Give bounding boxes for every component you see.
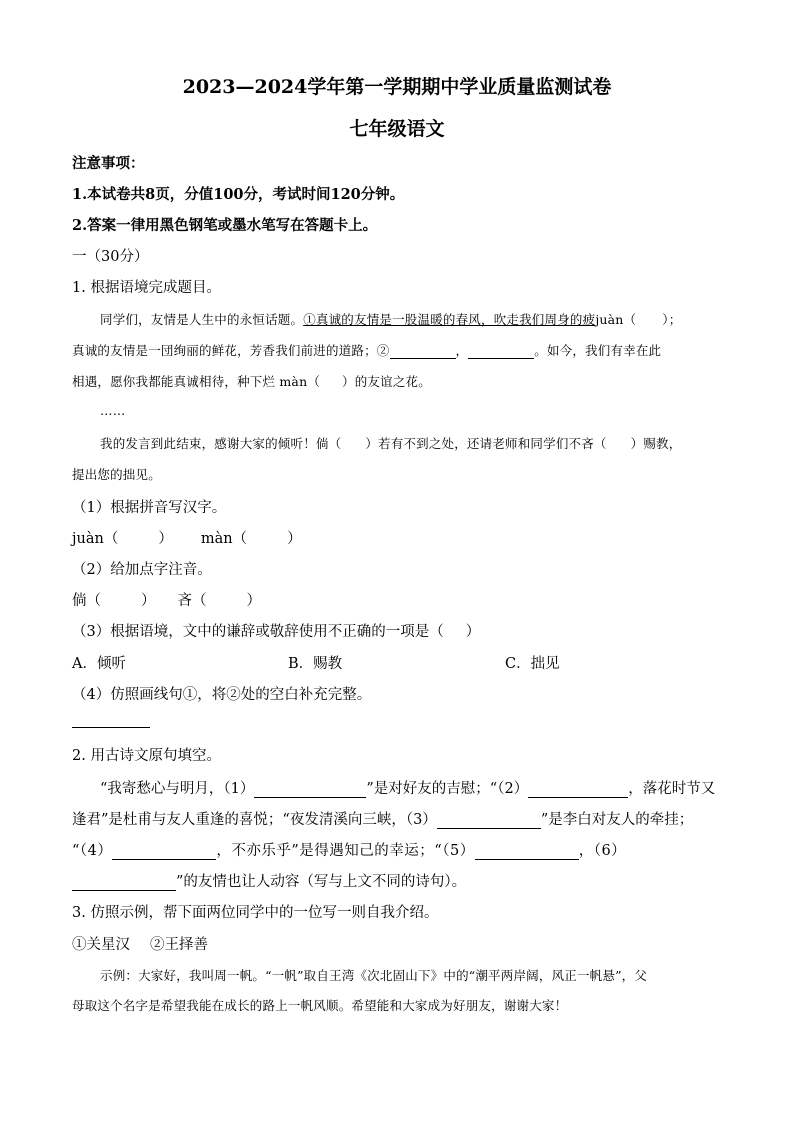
passage-text: ）赐教， (630, 436, 682, 451)
paren-close: ） (158, 531, 173, 547)
fill-text: “我寄愁心与明月，（1） (100, 781, 255, 797)
pinyin-label: màn（ (200, 531, 248, 547)
fill-text: ，落花时节又 (628, 781, 716, 797)
sub-question: （2）给加点字注音。 (72, 562, 212, 578)
name-choice: ②王择善 (150, 937, 208, 953)
fill-text: ，（6） (578, 843, 627, 859)
notice-heading: 注意事项： (72, 155, 145, 172)
answer-blank[interactable] (528, 783, 628, 798)
passage-text: 。如今，我们有幸在此 (534, 343, 662, 358)
passage-text: 相遇，愿你我都能真诚相待，种下烂 màn（ (72, 374, 321, 389)
fill-line (72, 808, 693, 829)
answer-row (72, 527, 302, 548)
option-b: B．赐教 (288, 656, 343, 672)
question-stem: 2. 用古诗文原句填空。 (72, 748, 221, 764)
passage-line (72, 341, 661, 359)
passage-line (100, 434, 681, 452)
paren-close: ） (287, 531, 302, 547)
ellipsis: …… (100, 403, 126, 418)
question-stem: 1. 根据语境完成题目。 (72, 280, 221, 296)
passage-text: 真诚的友情是一団绚丽的鲜花，芳香我们前进的道路；② (72, 343, 390, 358)
sub-question: （1）根据拼音写汉字。 (72, 500, 227, 516)
char-label: 吝（ (177, 593, 207, 609)
paren-close: ） (141, 593, 156, 609)
answer-blank[interactable] (468, 344, 534, 359)
fill-text: ”的友情也让人动容（写与上文不同的诗句）。 (176, 874, 467, 890)
underlined-sentence: ①真诚的友情是一股温暖的春风，吹走我们周身的疲 (303, 312, 596, 327)
notice-item: 1.本试卷共8页，分值100分，考试时间120分钟。 (72, 186, 405, 203)
passage-text: ）的友谊之花。 (342, 374, 431, 389)
passage-text: ）； (662, 312, 682, 327)
pinyin-blank: juàn（ (595, 312, 637, 327)
passage-text: 我的发言到此结束，感谢大家的倾听！倘（ (100, 436, 342, 451)
paren-close: ） (246, 593, 261, 609)
section-heading: 一（30分） (72, 249, 149, 265)
name-choices (72, 933, 208, 954)
passage-text: ）若有不到之处，还请老师和同学们不吝（ (365, 436, 607, 451)
option-a: A．倾听 (72, 656, 126, 672)
answer-row (72, 589, 261, 610)
fill-line (100, 777, 715, 798)
passage-line (72, 372, 431, 390)
answer-blank[interactable] (112, 845, 216, 860)
fill-text: ”是李白对友人的牵挂； (540, 812, 694, 828)
name-choice: ①关星汉 (72, 937, 130, 953)
example-text: 母取这个名字是希望我能在成长的路上一帆风顺。希望能和大家成为好朋友，谢谢大家！ (72, 998, 568, 1013)
exam-title: 2023—2024学年第一学期期中学业质量监测试卷 (182, 76, 612, 98)
notice-item: 2.答案一律用黑色钢笔或墨水笔写在答题卡上。 (72, 217, 378, 234)
answer-blank[interactable] (72, 876, 176, 891)
answer-blank[interactable] (475, 845, 579, 860)
answer-blank[interactable] (437, 814, 541, 829)
answer-blank[interactable] (390, 344, 456, 359)
exam-subtitle: 七年级语文 (349, 118, 445, 140)
sub-question: （4）仿照画线句①，将②处的空白补充完整。 (72, 687, 372, 703)
passage-text: 同学们，友情是人生中的永恒话题。 (100, 312, 304, 327)
answer-blank[interactable] (254, 783, 366, 798)
fill-text: ，不亦乐乎”是得遇知己的幸运；“（5） (216, 843, 475, 859)
option-c: C．拙见 (505, 656, 560, 672)
question-stem: 3. 仿照示例，帮下面两位同学中的一位写一则自我介绍。 (72, 905, 439, 921)
fill-text: 逢君”是杜甫与友人重逢的喜悦；“夜发清溪向三峡，（3） (72, 812, 437, 828)
fill-text: ”是对好友的吉慰；“（2） (366, 781, 529, 797)
char-label: 倘（ (72, 593, 101, 609)
passage-line (100, 310, 681, 328)
paren-close: ） (465, 624, 481, 640)
fill-line (72, 839, 626, 860)
passage-line: 提出您的拙见。 (72, 467, 161, 482)
fill-line (72, 870, 466, 891)
answer-line[interactable] (72, 727, 150, 728)
example-text: 示例：大家好，我叫周一帆。“一帆”取自王湾《次北固山下》中的“潮平两岸阔，风正一帆悬”，父 (100, 968, 648, 983)
sub-question-text: （3）根据语境，文中的谦辞或敬辞使用不正确的一项是（ (72, 624, 444, 640)
fill-text: “（4） (72, 843, 113, 859)
pinyin-label: juàn（ (72, 531, 119, 547)
passage-text: ， (455, 343, 469, 358)
sub-question (72, 620, 480, 641)
